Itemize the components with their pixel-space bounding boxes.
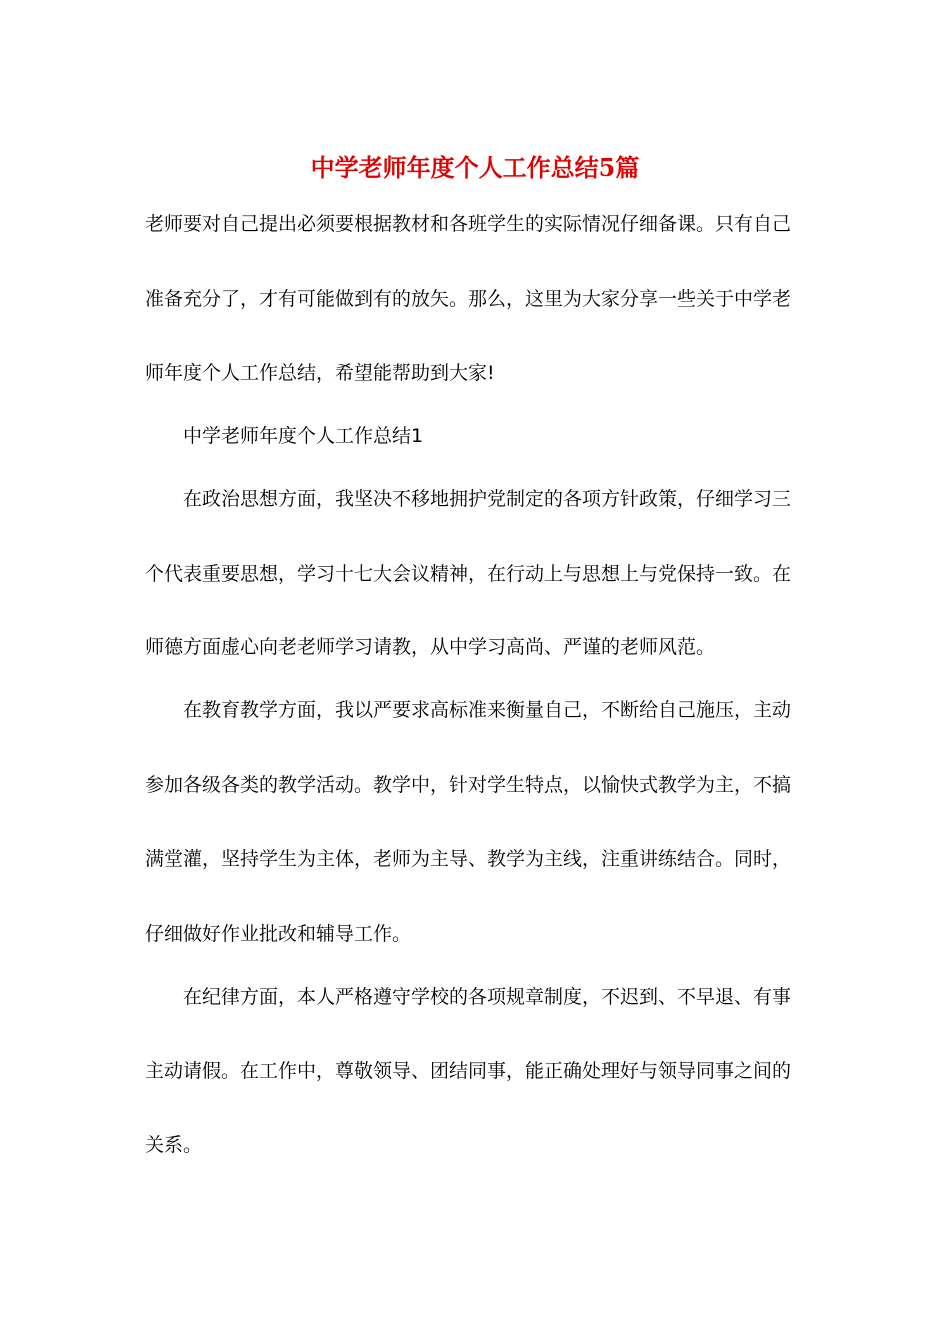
intro-line-2: 准备充分了，才有可能做到有的放矢。那么，这里为大家分享一些关于中学老 <box>145 288 792 310</box>
paragraph-1-line-1: 在政治思想方面，我坚决不移地拥护党制定的各项方针政策，仔细学习三 <box>183 488 792 510</box>
intro-line-1: 老师要对自己提出必须要根据教材和各班学生的实际情况仔细备课。只有自己 <box>145 213 792 235</box>
paragraph-1-line-2: 个代表重要思想，学习十七大会议精神，在行动上与思想上与党保持一致。在 <box>145 563 792 585</box>
paragraph-3-line-1: 在纪律方面，本人严格遵守学校的各项规章制度，不迟到、不早退、有事 <box>183 986 792 1008</box>
document-title: 中学老师年度个人工作总结5篇 <box>310 153 640 182</box>
paragraph-1-line-3: 师德方面虚心向老老师学习请教，从中学习高尚、严谨的老师风范。 <box>145 636 716 658</box>
paragraph-2-line-2: 参加各级各类的教学活动。教学中，针对学生特点，以愉快式教学为主，不搞 <box>145 774 792 796</box>
intro-line-3: 师年度个人工作总结，希望能帮助到大家! <box>145 362 495 384</box>
paragraph-2-line-3: 满堂灌，坚持学生为主体，老师为主导、教学为主线，注重讲练结合。同时， <box>145 848 792 870</box>
paragraph-3-line-2: 主动请假。在工作中，尊敬领导、团结同事，能正确处理好与领导同事之间的 <box>145 1060 792 1082</box>
paragraph-2-line-4: 仔细做好作业批改和辅导工作。 <box>145 923 412 945</box>
paragraph-3-line-3: 关系。 <box>145 1134 203 1156</box>
paragraph-2-line-1: 在教育教学方面，我以严要求高标准来衡量自己，不断给自己施压，主动 <box>183 699 792 721</box>
section-heading: 中学老师年度个人工作总结1 <box>183 425 424 447</box>
